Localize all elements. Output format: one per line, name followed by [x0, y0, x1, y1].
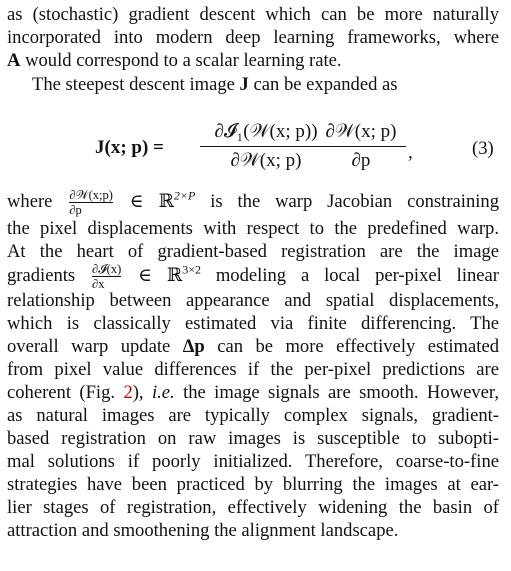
math-set: ∈ ℝ	[129, 190, 174, 212]
text-line-11	[7, 358, 499, 381]
text-span: gradients	[7, 264, 76, 286]
text-span: based registration on raw images is susceptible to subopti-	[7, 428, 499, 449]
figure-reference-link[interactable]: 2	[123, 382, 133, 403]
text-span: relationship between appearance and spatial displacements,	[7, 290, 499, 311]
text-span: At the heart of gradient-based registration are the image	[7, 241, 499, 262]
text-span: the pixel displacements with respect to the predefined warp.	[7, 218, 499, 239]
fraction-numerator: ∂𝓘₁(𝒲(x; p))	[214, 121, 318, 142]
text-span: The steepest descent image	[32, 74, 240, 95]
fraction-bar	[316, 146, 406, 147]
fraction-bar	[200, 146, 332, 147]
text-span: modeling a local per-pixel linear	[200, 264, 499, 286]
fraction-numerator: ∂𝒲(x;p)	[69, 188, 113, 202]
text-span: which is classically estimated via finite differencing. The	[7, 313, 499, 334]
equation-lhs	[95, 137, 164, 159]
text-line-8	[7, 289, 499, 312]
text-span: strategies have been practiced by blurring the images at ear-	[7, 474, 499, 495]
text-line-18	[7, 519, 499, 542]
text-line-4	[7, 189, 499, 216]
text-span: attraction and smoothening the alignment landscape.	[7, 520, 399, 541]
text-span: is the warp Jacobian constraining	[195, 190, 500, 212]
text-line-2	[7, 26, 499, 49]
fraction-denominator: ∂p	[351, 150, 371, 171]
text-span: from pixel value differences if the per-pixel predictions are	[7, 359, 499, 380]
text-span: would correspond to a scalar learning rate.	[20, 50, 342, 71]
text-line-5	[7, 217, 499, 240]
text-span: the image signals are smooth. However,	[174, 382, 499, 403]
text-span: where	[7, 190, 53, 212]
math-set: ∈ ℝ	[138, 264, 183, 286]
equation-3	[0, 118, 511, 180]
equation-fraction-1	[200, 120, 332, 173]
text-line-12	[7, 381, 499, 404]
text-span: as natural images are typically complex signals, gradient-	[7, 405, 499, 426]
text-line-14	[7, 427, 499, 450]
text-line-expand	[32, 73, 499, 96]
inline-fraction-image-gradient	[92, 263, 121, 290]
equation-lhs-args: (x; p) =	[104, 137, 164, 158]
text-line-6	[7, 240, 499, 263]
text-line-9	[7, 312, 499, 335]
equation-number: (3)	[472, 138, 494, 159]
text-span: can be expanded as	[248, 74, 398, 95]
text-span: lier stages of registration, effectively widening the basin of	[7, 497, 499, 518]
fraction-denominator: ∂𝒲(x; p)	[230, 150, 302, 171]
text-line-17	[7, 496, 499, 519]
math-symbol-A: A	[7, 50, 21, 71]
math-symbol-J: J	[239, 74, 249, 95]
text-line-7	[7, 263, 499, 290]
fraction-numerator: ∂𝓘(x)	[92, 262, 122, 276]
text-span: ),	[132, 382, 152, 403]
text-line-15	[7, 450, 499, 473]
text-line-16	[7, 473, 499, 496]
fraction-denominator: ∂p	[69, 203, 82, 217]
text-span: can be more effectively estimated	[204, 336, 499, 357]
text-line-13	[7, 404, 499, 427]
text-span-italic: i.e.	[151, 382, 175, 403]
math-superscript: 3×2	[182, 262, 201, 277]
text-span: as (stochastic) gradient descent which can be more naturally	[7, 4, 499, 25]
math-superscript: 2×P	[173, 188, 196, 203]
fraction-denominator: ∂x	[92, 277, 105, 291]
text-span: incorporated into modern deep learning frameworks, where	[7, 27, 499, 48]
text-line-1	[7, 3, 499, 26]
text-line-3	[7, 49, 499, 72]
text-span: mal solutions if poorly initialized. Therefore, coarse-to-fine	[7, 451, 499, 472]
text-span: overall warp update	[7, 336, 183, 357]
math-symbol-J: J	[95, 137, 105, 158]
equation-fraction-2	[316, 120, 406, 173]
inline-fraction-warp-jacobian	[69, 189, 113, 216]
fraction-numerator: ∂𝒲(x; p)	[325, 121, 397, 142]
math-symbol-delta-p: Δp	[182, 336, 205, 357]
equation-comma: ,	[408, 142, 413, 163]
text-line-10	[7, 335, 499, 358]
text-span: coherent (Fig.	[7, 382, 124, 403]
